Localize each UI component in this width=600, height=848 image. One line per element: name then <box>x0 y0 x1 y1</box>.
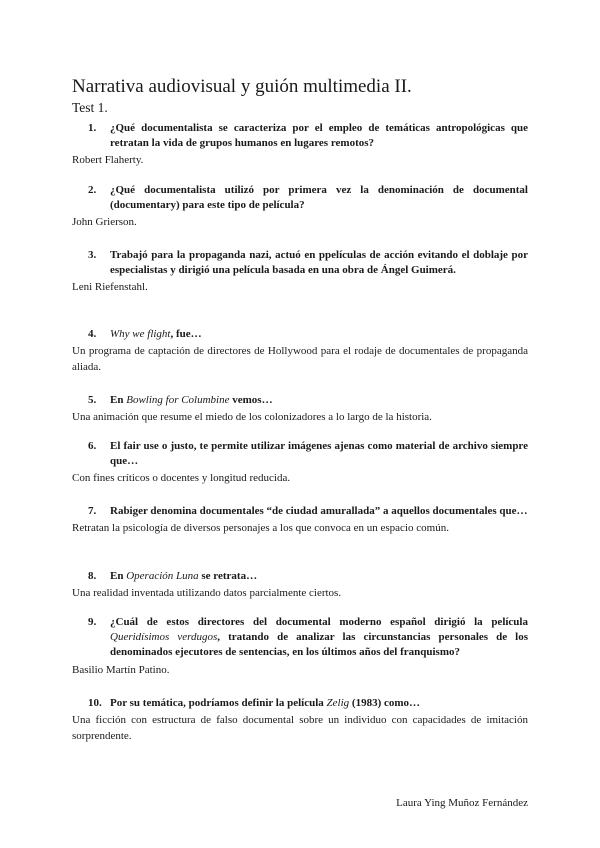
answer-text: Una realidad inventada utilizando datos parcialmente ciertos. <box>72 587 342 600</box>
question-text <box>88 327 528 342</box>
answer-text: Una ficción con estructura de falso documental sobre un individuo con capacidades de imitación sorprendente. <box>72 714 528 743</box>
question-block <box>72 696 528 744</box>
question-number: 6. <box>88 440 97 452</box>
question-text <box>88 248 528 278</box>
question-text <box>88 569 528 584</box>
question-block <box>72 504 528 536</box>
question-number: 3. <box>88 249 97 261</box>
question-text <box>88 121 528 151</box>
question-text <box>88 183 528 213</box>
question-block <box>72 393 528 425</box>
question-number: 9. <box>88 616 97 628</box>
question-text <box>88 615 528 661</box>
question-italic-title: Bowling for Columbine <box>126 394 230 406</box>
question-italic-title: Queridísimos verdugos <box>110 631 218 644</box>
question-body: Rabiger denomina documentales “de ciudad amurallada” a aquellos documentales que… <box>110 505 528 517</box>
question-block <box>72 121 528 168</box>
question-number: 8. <box>88 570 97 582</box>
question-italic-title: Why we flight <box>110 328 171 340</box>
page-title: Narrativa audiovisual y guión multimedia II. <box>72 76 412 97</box>
question-number: 1. <box>88 122 97 134</box>
question-body: En <box>110 570 127 582</box>
question-number: 10. <box>88 697 102 709</box>
answer-text: Un programa de captación de directores de Hollywood para el rodaje de documentales de propaganda aliada. <box>72 345 528 374</box>
question-body: Trabajó para la propaganda nazi, actuó en ppelículas de acción evitando el doblaje por especialistas y dirigió una película basada en una obra de Ángel Guimerá. <box>110 249 528 277</box>
question-body: se retrata… <box>198 570 258 582</box>
answer-text: John Grierson. <box>72 216 137 229</box>
question-number: 7. <box>88 505 97 517</box>
question-body: , tratando de analizar las circunstancias personales de los denominados ejecutores de sentencias, en los últimos años del franquismo? <box>110 631 529 659</box>
question-number: 2. <box>88 184 97 196</box>
question-text <box>88 393 528 408</box>
question-text <box>88 439 528 469</box>
question-body: ¿Qué documentalista utilizó por primera vez la denominación de documental (documentary) para este tipo de película? <box>110 184 528 212</box>
page-subtitle: Test 1. <box>72 100 108 115</box>
question-block <box>72 248 528 295</box>
question-number: 4. <box>88 328 97 340</box>
question-block <box>72 183 528 230</box>
question-body: , fue… <box>170 328 202 340</box>
question-block <box>72 615 528 678</box>
question-body: El fair use o justo, te permite utilizar imágenes ajenas como material de archivo siempre que… <box>110 440 528 468</box>
question-block <box>72 327 528 375</box>
question-body: ¿Qué documentalista se caracteriza por el empleo de temáticas antropológicas que retratan la vida de grupos humanos en lugares remotos? <box>110 122 528 150</box>
question-number: 5. <box>88 394 97 406</box>
question-body: Por su temática, podríamos definir la película <box>110 697 327 709</box>
answer-text: Con fines críticos o docentes y longitud reducida. <box>72 472 291 485</box>
question-italic-title: Zelig <box>326 697 350 709</box>
question-body: (1983) como… <box>349 697 421 709</box>
question-text <box>88 696 528 711</box>
question-text <box>88 504 528 519</box>
question-body: En <box>110 394 127 406</box>
question-block <box>72 439 528 486</box>
answer-text: Retratan la psicología de diversos personajes a los que convoca en un espacio común. <box>72 522 449 535</box>
question-italic-title: Operación Luna <box>126 570 199 582</box>
question-body: vemos… <box>229 394 273 406</box>
answer-text: Robert Flaherty. <box>72 154 144 167</box>
question-body: ¿Cuál de estos directores del documental moderno español dirigió la película <box>110 616 528 628</box>
answer-text: Una animación que resume el miedo de los colonizadores a lo largo de la historia. <box>72 411 432 424</box>
answer-text: Basilio Martín Patino. <box>72 663 170 676</box>
question-block <box>72 569 528 601</box>
answer-text: Leni Riefenstahl. <box>72 281 148 294</box>
author-name: Laura Ying Muñoz Fernández <box>396 797 528 809</box>
